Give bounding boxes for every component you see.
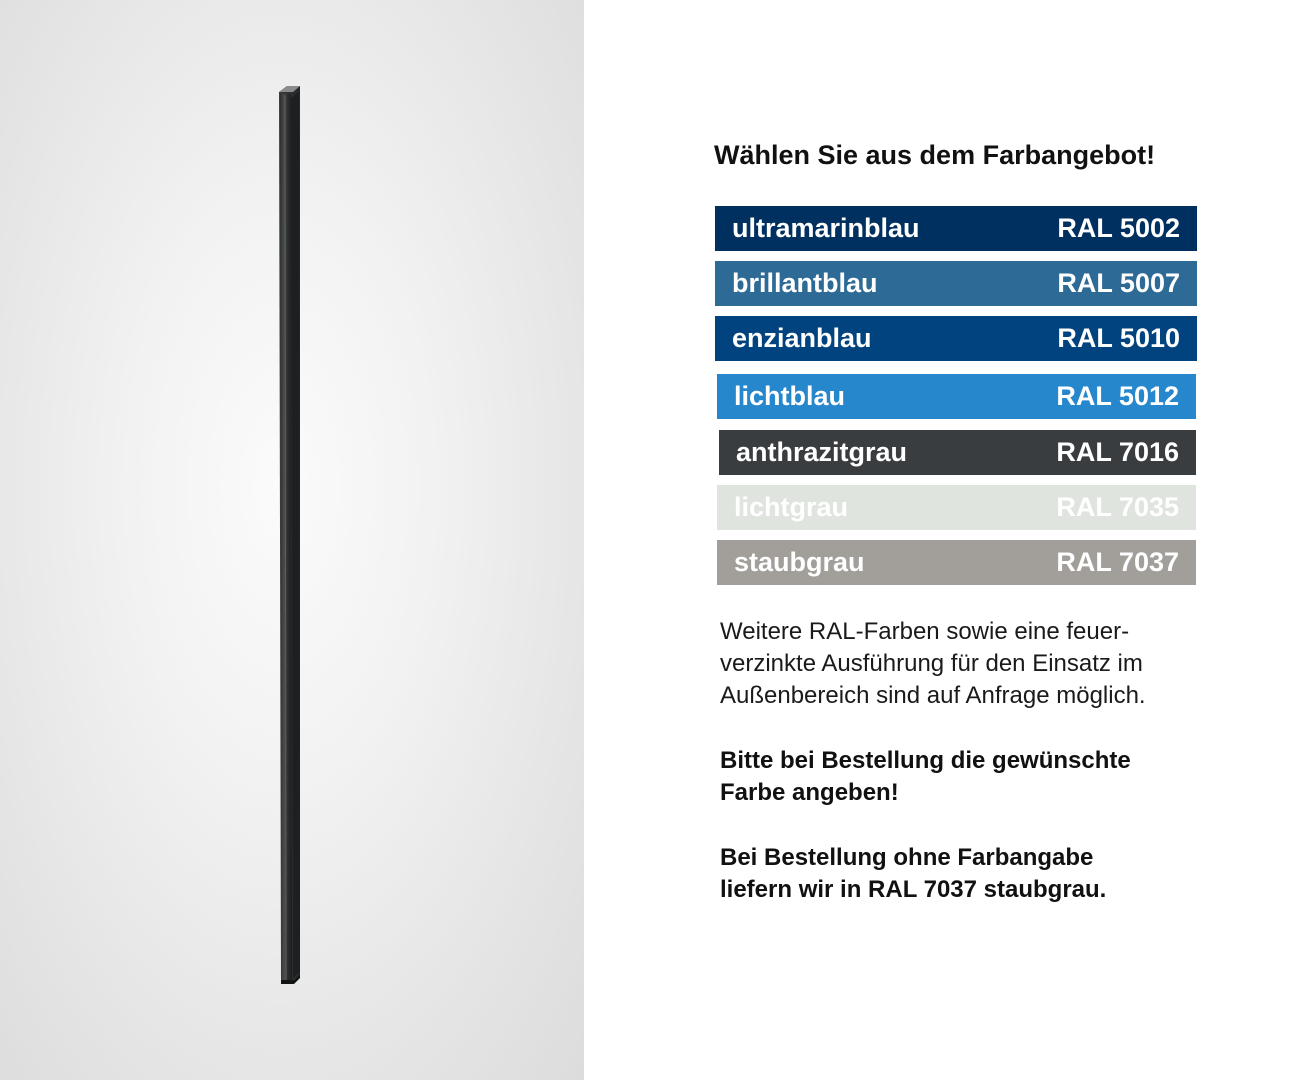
swatch-lichtgrau [717, 485, 1196, 530]
swatch-name: staubgrau [734, 547, 865, 577]
swatch-name: anthrazitgrau [736, 437, 908, 467]
swatch-brillantblau [715, 261, 1197, 306]
order-instruction [720, 745, 1220, 809]
swatch-name: lichtblau [734, 381, 846, 411]
swatch-code: RAL 5007 [1057, 268, 1180, 298]
availability-note [720, 616, 1220, 712]
swatch-name: lichtgrau [734, 492, 849, 522]
swatch-code: RAL 7037 [1056, 547, 1179, 577]
swatch-code: RAL 5010 [1057, 323, 1180, 353]
swatch-name: brillantblau [732, 268, 878, 298]
heading: Wählen Sie aus dem Farbangebot! [714, 140, 1156, 170]
note-line: Weitere RAL-Farben sowie eine feuer- [720, 618, 1130, 645]
product-photo-panel [0, 0, 584, 1080]
color-info-panel [584, 0, 1300, 1080]
note-line: Bei Bestellung ohne Farbangabe [720, 844, 1094, 871]
swatch-ultramarinblau [715, 206, 1197, 251]
swatch-code: RAL 7035 [1056, 492, 1179, 522]
swatch-code: RAL 5012 [1056, 381, 1179, 411]
swatch-code: RAL 5002 [1057, 213, 1180, 243]
default-color-note [720, 842, 1220, 906]
note-line: verzinkte Ausführung für den Einsatz im [720, 650, 1143, 677]
note-line: liefern wir in RAL 7037 staubgrau. [720, 876, 1107, 903]
swatch-name: enzianblau [732, 323, 872, 353]
swatch-name: ultramarinblau [732, 213, 920, 243]
swatch-lichtblau [717, 374, 1196, 419]
u-profile-post-image [0, 0, 584, 1080]
swatch-staubgrau [717, 540, 1196, 585]
swatch-enzianblau [715, 316, 1197, 361]
note-line: Außenbereich sind auf Anfrage möglich. [720, 682, 1146, 709]
note-line: Farbe angeben! [720, 779, 899, 806]
swatch-anthrazitgrau [719, 430, 1196, 475]
swatch-code: RAL 7016 [1056, 437, 1179, 467]
note-line: Bitte bei Bestellung die gewünschte [720, 747, 1131, 774]
